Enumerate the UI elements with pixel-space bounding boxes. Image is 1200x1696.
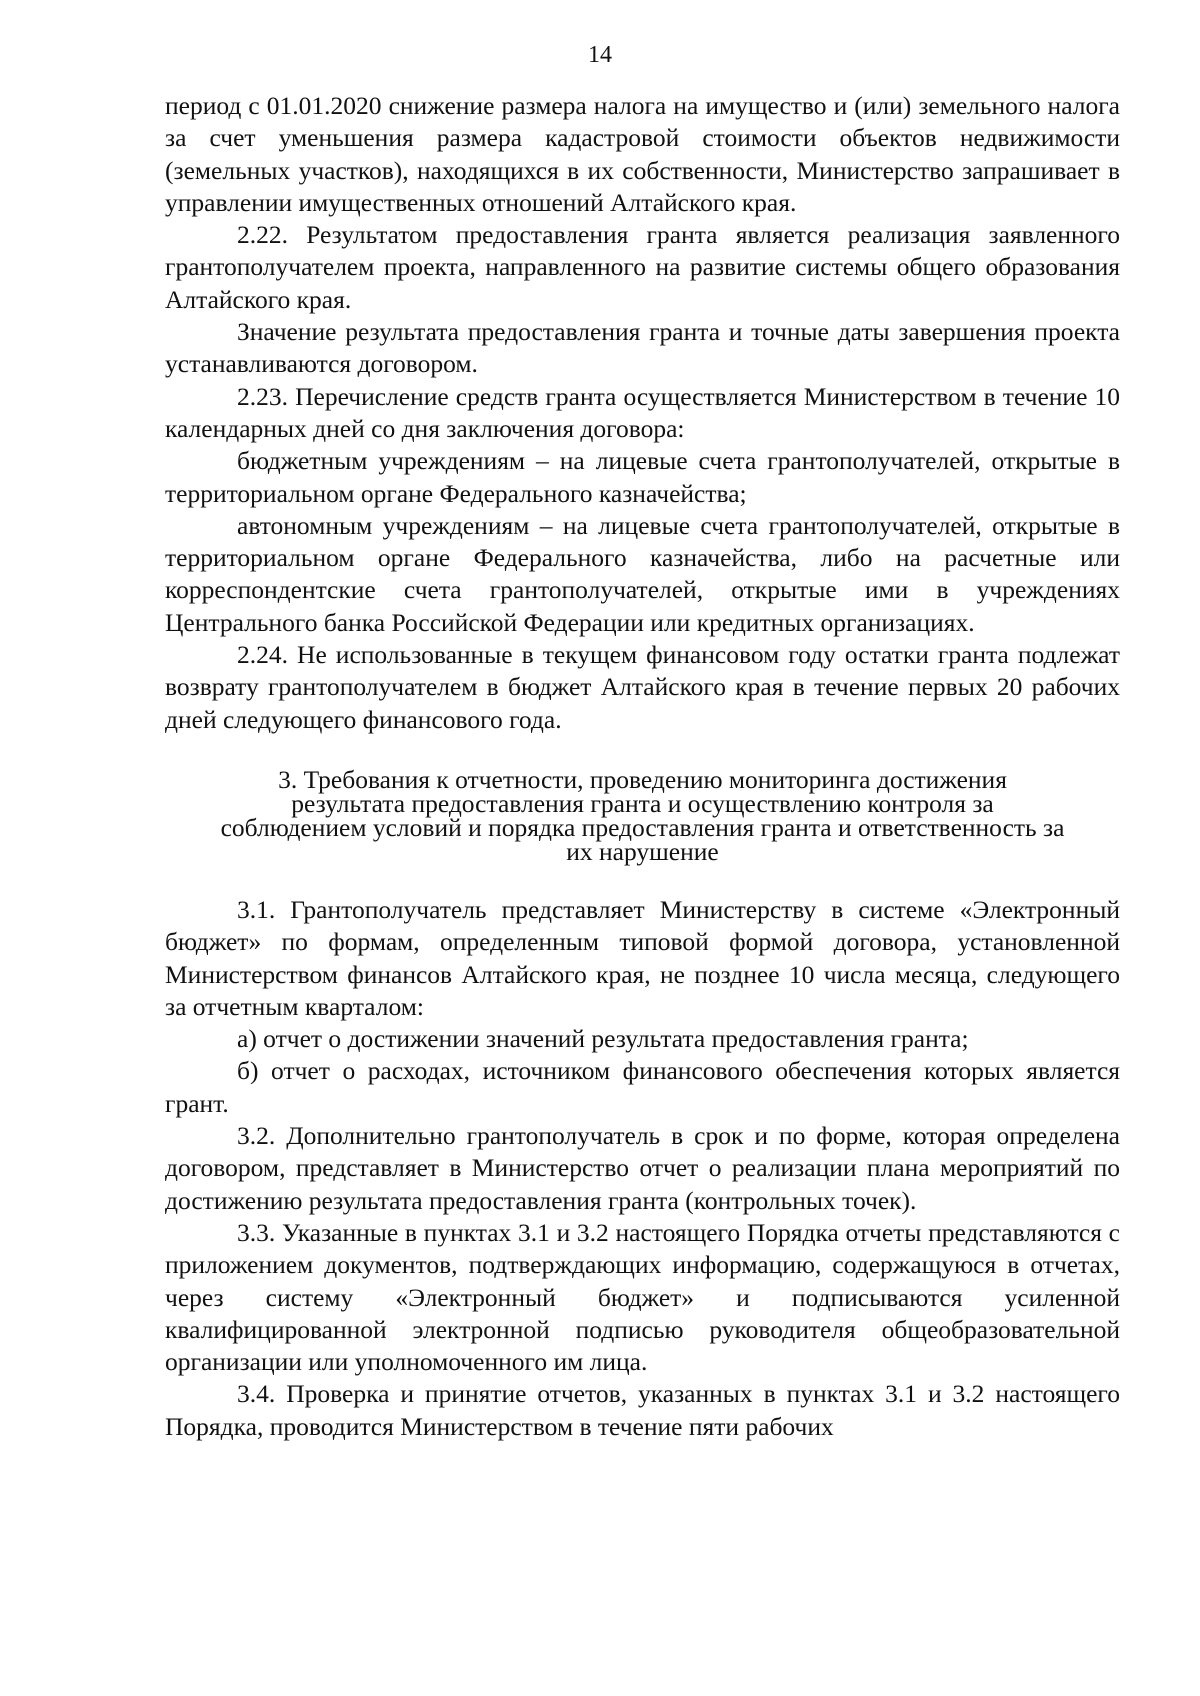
page-number: 14 [588, 42, 612, 68]
section-heading [165, 736, 1120, 894]
paragraph: б) отчет о расходах, источником финансового обеспечения которых является грант. [165, 1056, 1120, 1118]
paragraph: автономным учреждениям – на лицевые счета грантополучателей, открытые в территориальном органе Федерального казначейства, либо на расчетные или корреспондентские счета грантополучателей, открытые ими в учреждениях Центрального банка Российской Федерации или кредитных организациях. [165, 510, 1120, 637]
section-heading-line: соблюдением условий и порядка предоставления гранта и ответственность за [220, 812, 1065, 842]
paragraphs-before-section [165, 90, 1120, 736]
section-heading-line: 3. Требования к отчетности, проведению мониторинга достижения [278, 764, 1007, 794]
paragraph: Значение результата предоставления гранта и точные даты завершения проекта устанавливаются договором. [165, 317, 1120, 379]
paragraph: 3.1. Грантополучатель представляет Министерству в системе «Электронный бюджет» по формам, определенным типовой формой договора, установленной Министерством финансов Алтайского края, не позднее 10 числа месяца, следующего за отчетным кварталом: [165, 894, 1120, 1021]
paragraph: 3.3. Указанные в пунктах 3.1 и 3.2 настоящего Порядка отчеты представляются с приложением документов, подтверждающих информацию, содержащуюся в отчетах, через систему «Электронный бюджет» и подписываются усиленной квалифицированной электронной подписью руководителя общеобразовательной организации или уполномоченного им лица. [165, 1217, 1120, 1377]
document-body [165, 90, 1120, 1443]
paragraph: 3.4. Проверка и принятие отчетов, указанных в пунктах 3.1 и 3.2 настоящего Порядка, проводится Министерством в течение пяти рабочих [165, 1379, 1120, 1441]
paragraph: период с 01.01.2020 снижение размера налога на имущество и (или) земельного налога за счет уменьшения размера кадастровой стоимости объектов недвижимости (земельных участков), находящихся в их собственности, Министерство запрашивает в управлении имущественных отношений Алтайского края. [165, 91, 1120, 217]
paragraph: 2.24. Не использованные в текущем финансовом году остатки гранта подлежат возврату грантополучателем в бюджет Алтайского края в течение первых 20 рабочих дней следующего финансового года. [165, 640, 1120, 734]
paragraph: 2.22. Результатом предоставления гранта является реализация заявленного грантополучателем проекта, направленного на развитие системы общего образования Алтайского края. [165, 220, 1120, 314]
paragraphs-after-section [165, 894, 1120, 1443]
paragraph: 3.2. Дополнительно грантополучатель в срок и по форме, которая определена договором, представляет в Министерство отчет о реализации плана мероприятий по достижению результата предоставления гранта (контрольных точек). [165, 1121, 1120, 1215]
section-heading-line: результата предоставления гранта и осуществлению контроля за [291, 788, 994, 818]
paragraph: а) отчет о достижении значений результата предоставления гранта; [237, 1024, 969, 1054]
paragraph: 2.23. Перечисление средств гранта осуществляется Министерством в течение 10 календарных дней со дня заключения договора: [165, 381, 1120, 443]
section-heading-line: их нарушение [566, 836, 719, 866]
paragraph: бюджетным учреждениям – на лицевые счета грантополучателей, открытые в территориальном органе Федерального казначейства; [165, 446, 1120, 508]
